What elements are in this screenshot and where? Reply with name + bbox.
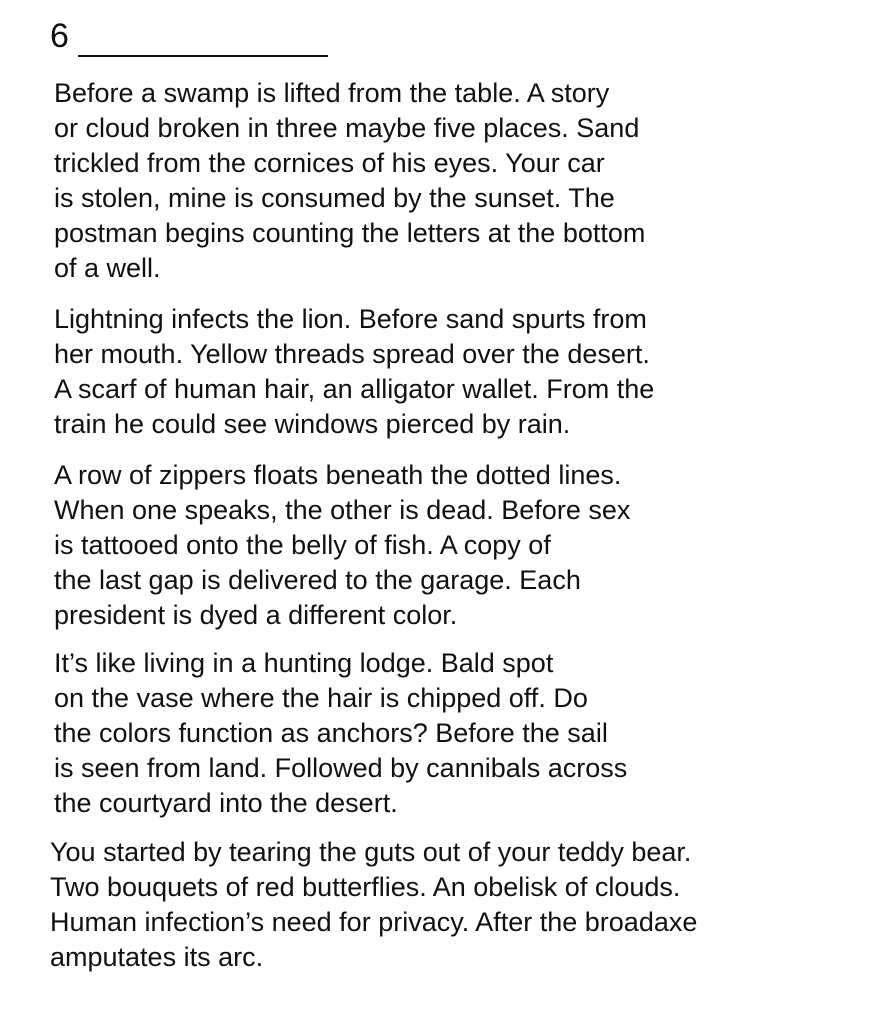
paragraph-line: Lightning infects the lion. Before sand spurts from [54,304,647,334]
paragraph-line: is tattooed onto the belly of fish. A copy of [54,530,551,560]
paragraph-line: the courtyard into the desert. [54,788,398,818]
paragraph-line: Two bouquets of red butterflies. An obelisk of clouds. [50,872,681,902]
paragraph-line: Human infection’s need for privacy. After the broadaxe [50,907,698,937]
paragraph-3 [54,458,630,633]
paragraph-line: A row of zippers floats beneath the dotted lines. [54,460,622,490]
paragraph-1 [54,76,645,286]
paragraph-line: train he could see windows pierced by rain. [54,409,571,439]
paragraph-5 [50,835,697,975]
paragraph-line: postman begins counting the letters at the bottom [54,218,646,248]
paragraph-line: trickled from the cornices of his eyes. Your car [54,148,605,178]
paragraph-line: the colors function as anchors? Before the sail [54,718,608,748]
paragraph-line: president is dyed a different color. [54,600,458,630]
paragraph-line: A scarf of human hair, an alligator wallet. From the [54,374,655,404]
paragraph-line: her mouth. Yellow threads spread over the desert. [54,339,650,369]
page-header [50,14,340,62]
paragraph-line: on the vase where the hair is chipped off. Do [54,683,588,713]
paragraph-line: the last gap is delivered to the garage. Each [54,565,581,595]
paragraph-line: is seen from land. Followed by cannibals across [54,753,628,783]
header-rule [78,55,328,57]
paragraph-4 [54,646,627,821]
paragraph-2 [54,302,654,442]
paragraph-line: is stolen, mine is consumed by the sunset. The [54,183,615,213]
paragraph-line: of a well. [54,253,161,283]
paragraph-line: When one speaks, the other is dead. Before sex [54,495,631,525]
paragraph-line: amputates its arc. [50,942,264,972]
page-number: 6 [50,17,69,55]
paragraph-line: You started by tearing the guts out of your teddy bear. [50,837,692,867]
paragraph-line: or cloud broken in three maybe five places. Sand [54,113,640,143]
paragraph-line: Before a swamp is lifted from the table. A story [54,78,610,108]
paragraph-line: It’s like living in a hunting lodge. Bald spot [54,648,554,678]
